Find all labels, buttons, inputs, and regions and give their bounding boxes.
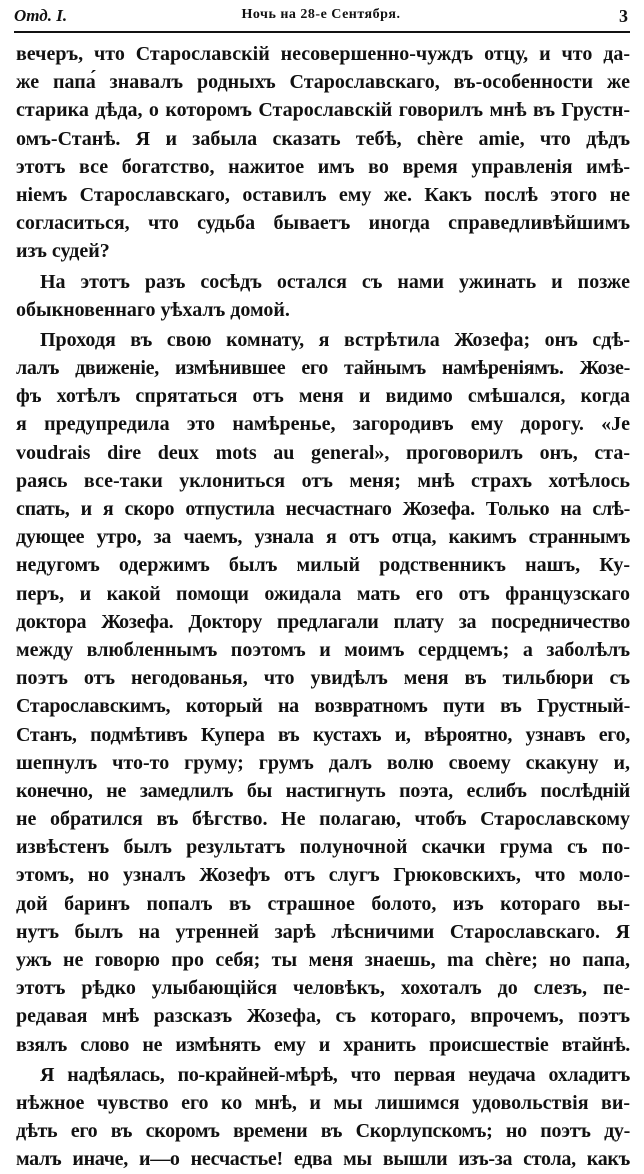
text-line: дующее утро, за чаемъ, узнала я отъ отца, какимъ страннымъ [16, 526, 630, 549]
text-line: шепнулъ что-то груму; грумъ далъ волю своему скакуну и, [16, 751, 630, 774]
paragraph [16, 268, 630, 324]
text-line: извѣстенъ былъ результатъ полуночной скачки грума съ по- [16, 836, 630, 859]
text-line: перъ, и какой помощи ожидала мать его отъ французскаго [16, 582, 630, 605]
text-line: между влюбленнымъ поэтомъ и моимъ сердцемъ; а заболѣлъ [16, 638, 630, 661]
text-line: редавая мнѣ разсказъ Жозефа, съ котораго, впрочемъ, поэтъ [16, 1005, 630, 1028]
running-title: Ночь на 28-е Сентября. [241, 7, 401, 22]
text-line: дѣть его въ скоромъ времени въ Скорлупскомъ; но поэтъ ду- [16, 1120, 630, 1143]
text-line: взялъ слово не измѣнять ему и хранить происшествіе втайнѣ. [16, 1033, 630, 1056]
text-line: ужъ не говорю про себя; ты меня знаешь, ma chère; но папа, [16, 949, 630, 971]
text-line: Станъ, подмѣтивъ Купера въ кустахъ и, вѣроятно, узнавъ его, [16, 723, 630, 746]
text-line: же папа́ знавалъ родныхъ Старославскаго, въ-особенности же [16, 71, 630, 94]
text-line: омъ-Станѣ. Я и забыла сказать тебѣ, chère amie, что дѣдъ [16, 127, 630, 150]
text-line: согласиться, что судьба бываетъ иногда справедливѣйшимъ [16, 212, 630, 235]
text-line: нѣжное чувство его ко мнѣ, и мы лишимся удовольствія ви- [16, 1091, 630, 1114]
text-line: раясь все-таки уклониться отъ меня; мнѣ страхъ хотѣлось [16, 469, 630, 492]
text-line: спать, и я скоро отпустила несчастнаго Жозефа. Только на слѣ- [16, 498, 630, 520]
text-line: этотъ рѣдко улыбающійся человѣкъ, хохоталъ до слезъ, пе- [16, 977, 630, 1000]
running-header [14, 6, 628, 28]
text-line: поэтъ отъ негодованья, что увидѣлъ меня въ тильбюри съ [16, 667, 630, 690]
text-line: обыкновеннаго уѣхалъ домой. [16, 298, 290, 321]
text-line: старика дѣда, о которомъ Старославскій говорилъ мнѣ въ Грустн- [16, 99, 630, 122]
text-line: ніемъ Старославскаго, оставилъ ему же. Какъ послѣ этого не [16, 183, 630, 206]
page-number: 3 [619, 6, 628, 26]
text-line: фъ хотѣлъ спрятаться отъ меня и видимо смѣшался, когда [16, 385, 630, 408]
text-line: нутъ былъ на утренней зарѣ лѣсничими Старославскаго. Я [16, 920, 630, 943]
text-line: Проходя въ свою комнату, я встрѣтила Жозефа; онъ сдѣ- [40, 328, 630, 351]
text-line: недугомъ одержимъ былъ милый родственникъ нашъ, Ку- [16, 554, 630, 577]
text-line: Старославскимъ, который на возвратномъ пути въ Грустный- [16, 695, 630, 718]
text-line: этотъ все богатство, нажитое имъ во время управленія имѣ- [16, 155, 630, 178]
text-line: voudrais dire deux mots au general», проговорилъ онъ, ста- [16, 441, 630, 464]
section-label: Отд. I. [14, 6, 68, 25]
text-line: доктора Жозефа. Доктору предлагали плату за посредничество [16, 610, 630, 633]
text-line: На этотъ разъ сосѣдъ остался съ нами ужинать и позже [40, 270, 630, 293]
paragraph [16, 326, 630, 1059]
text-line: малъ иначе, и—о несчастье! едва мы вышли изъ-за стола, какъ [16, 1148, 630, 1171]
paragraph [16, 1061, 630, 1174]
text-line: изъ судей? [16, 240, 110, 263]
paragraph [16, 40, 630, 266]
text-line: Я надѣялась, по-крайней-мѣрѣ, что первая неудача охладитъ [40, 1063, 630, 1086]
text-line: лалъ движеніе, измѣнившее его тайнымъ намѣреніямъ. Жозе- [16, 357, 630, 380]
text-line: конечно, не замедлилъ бы настигнуть поэта, еслибъ послѣдній [16, 779, 630, 802]
body-text [16, 40, 630, 1174]
header-rule [14, 31, 630, 33]
text-line: я предупредила это намѣренье, загородивъ ему дорогу. «Je [16, 413, 630, 436]
text-line: не обратился въ бѣгство. Не полагаю, чтобъ Старославскому [16, 808, 630, 831]
text-line: этомъ, но узналъ Жозефъ отъ слугъ Грюковскихъ, что моло- [16, 864, 630, 887]
text-line: дой баринъ попалъ въ страшное болото, изъ котораго вы- [16, 892, 630, 915]
text-line: вечеръ, что Старославскій несовершенно-чуждъ отцу, и что да- [16, 43, 630, 65]
